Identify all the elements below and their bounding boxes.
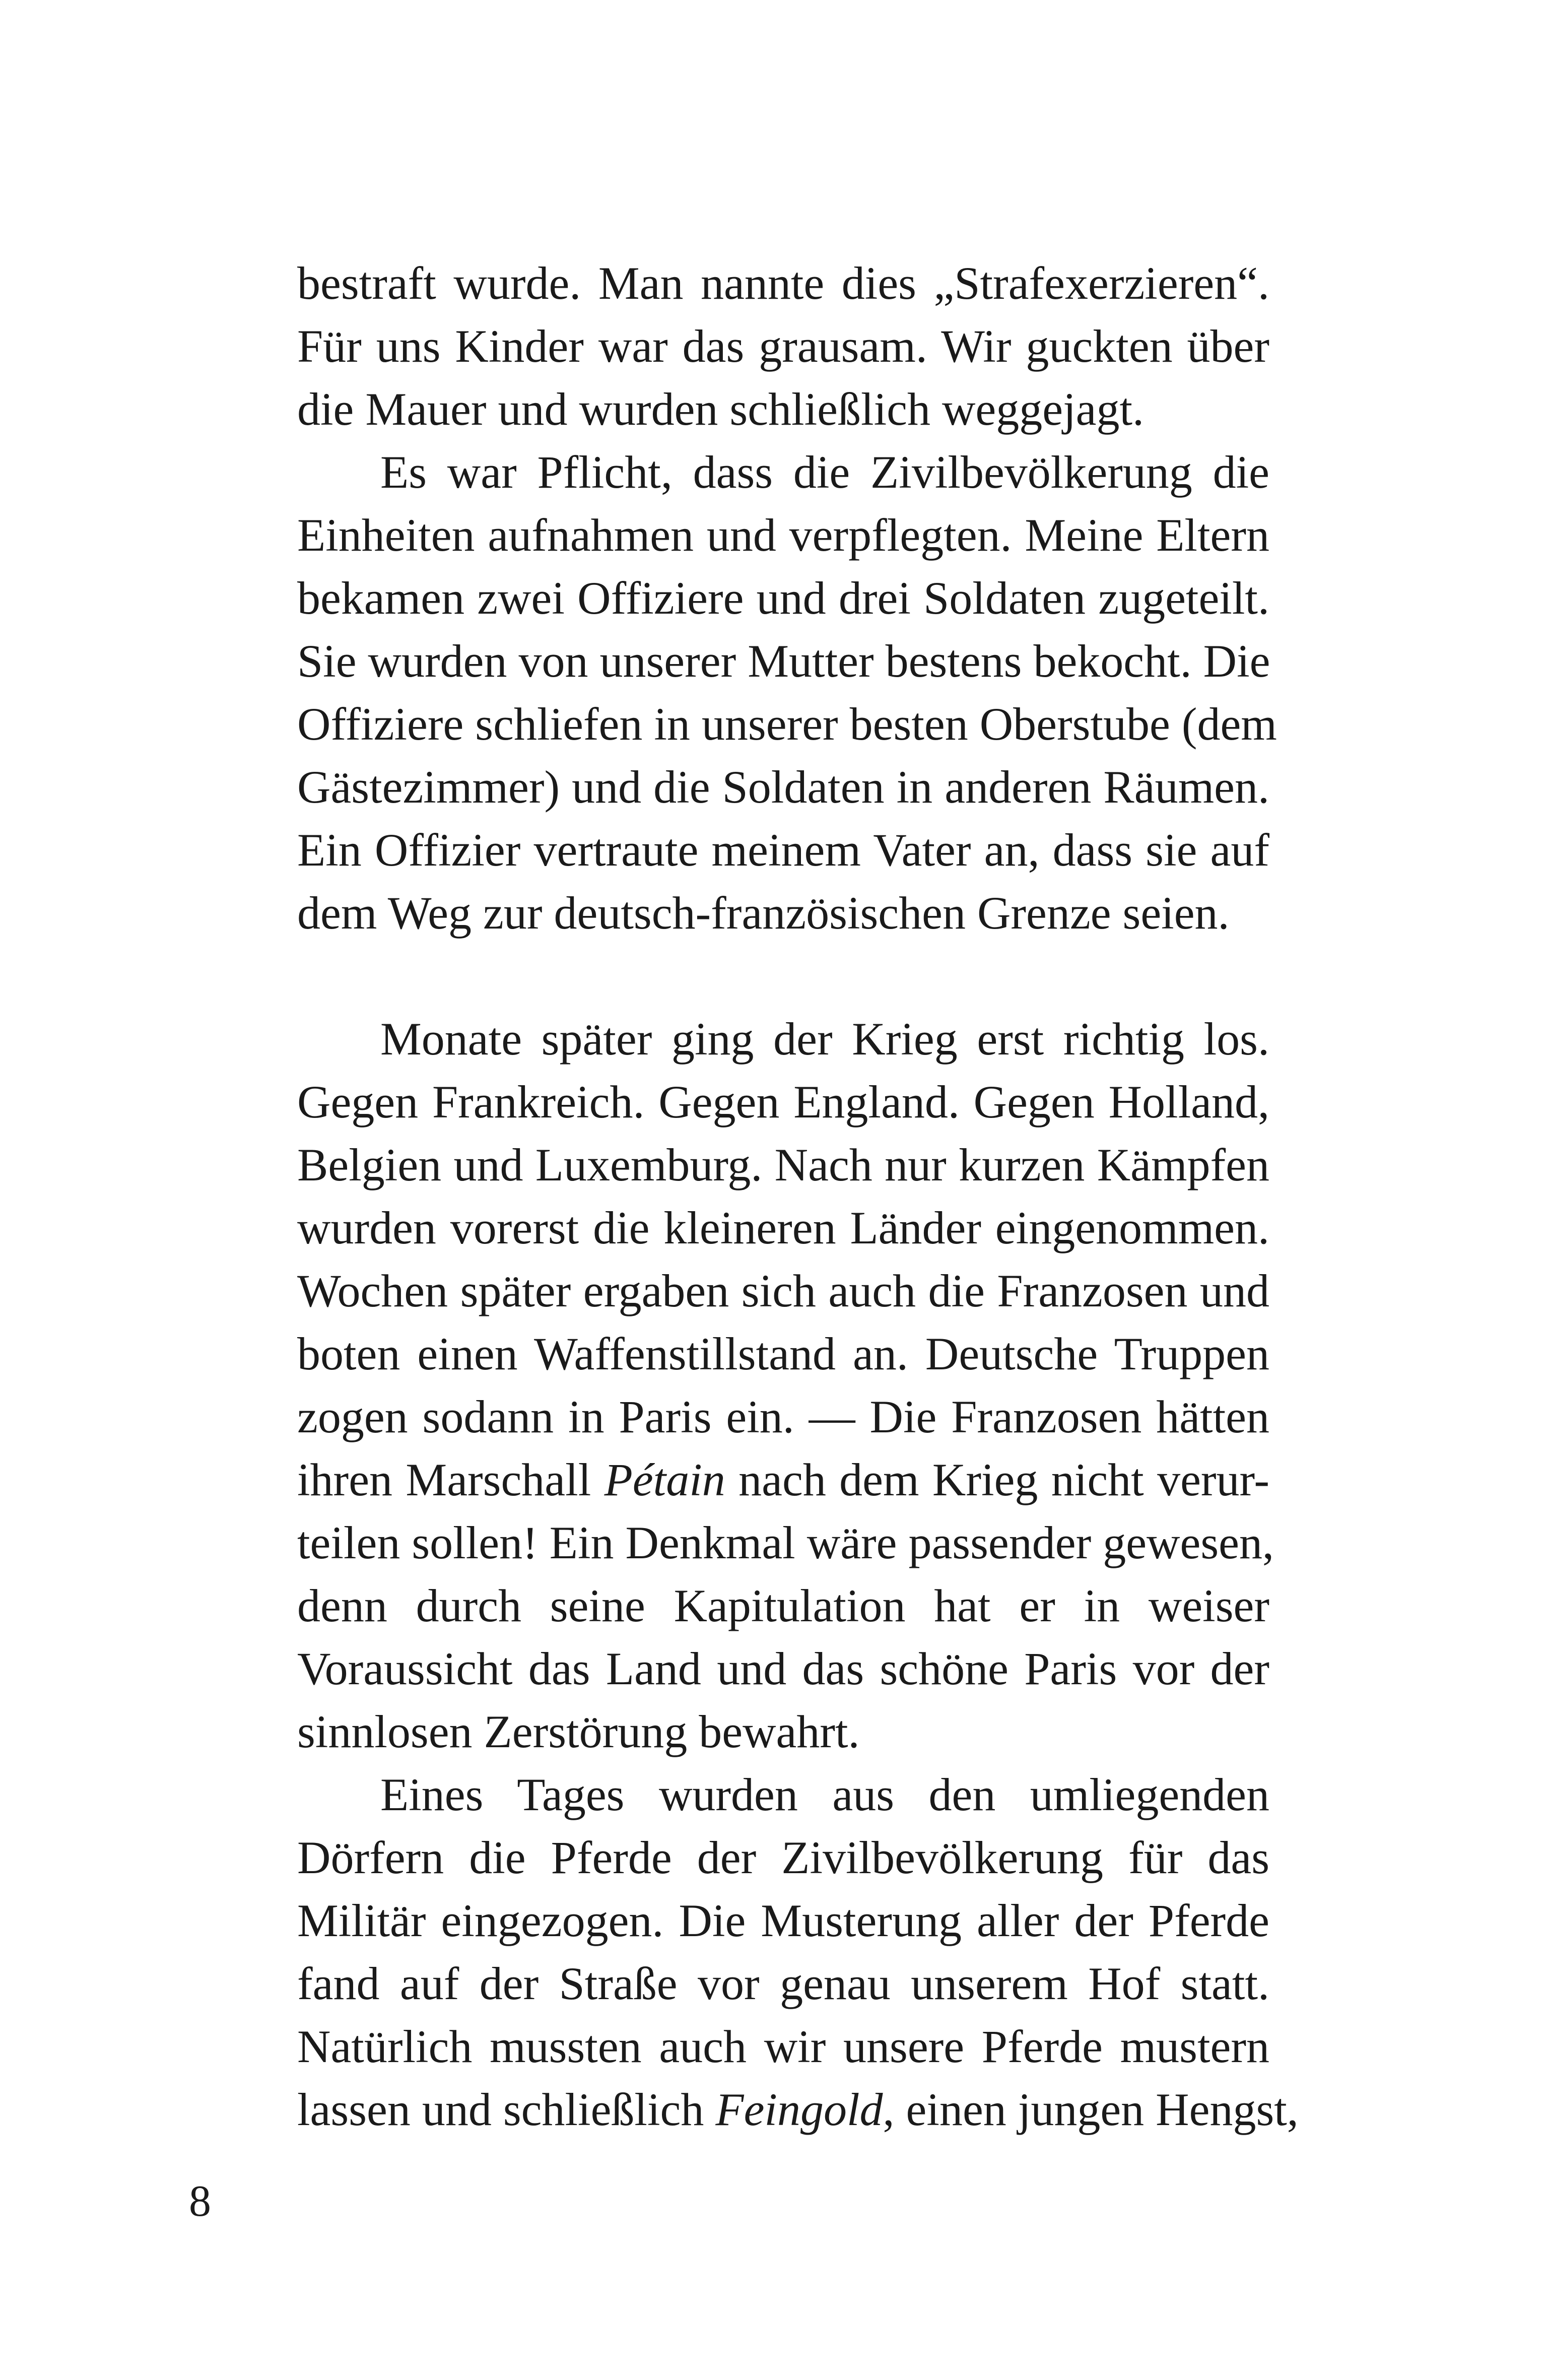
text-run: ihren Marschall [297,1454,604,1505]
text-line: Ein Offizier vertraute meinem Vater an, dass sie auf [297,824,1269,876]
text-line: bekamen zwei Offiziere und drei Soldaten zugeteilt. [297,572,1269,624]
text-line: Für uns Kinder war das grausam. Wir guckten über [297,320,1269,372]
text-line: fand auf der Straße vor genau unserem Hof statt. [297,1958,1269,2009]
section-gap [297,945,1269,1008]
text-line: teilen sollen! Ein Denkmal wäre passender gewesen, [297,1517,1274,1568]
body-text [297,252,1299,2141]
text-line: Offiziere schliefen in unserer besten Oberstube (dem [297,698,1277,750]
text-line: Einheiten aufnahmen und verpflegten. Meine Eltern [297,509,1269,561]
text-line: Gegen Frankreich. Gegen England. Gegen Holland, [297,1076,1269,1128]
text-run: , einen jungen Hengst, [883,2084,1299,2135]
text-line: boten einen Waffenstillstand an. Deutsche Truppen [297,1328,1269,1379]
text-line: Monate später ging der Krieg erst richtig los. [380,1013,1269,1065]
text-line: Militär eingezogen. Die Musterung aller der Pferde [297,1895,1269,1946]
text-line: Eines Tages wurden aus den umliegenden [380,1769,1269,1820]
text-line: sinnlosen Zerstörung bewahrt. [297,1706,860,1757]
text-line [297,1448,1269,1511]
text-line [297,2078,1299,2141]
page-number: 8 [189,2177,211,2226]
text-line: Voraussicht das Land und das schöne Paris vor der [297,1643,1269,1694]
text-run: lassen und schließlich [297,2084,716,2135]
text-line: Gästezimmer) und die Soldaten in anderen Räumen. [297,761,1269,813]
text-line: Belgien und Luxemburg. Nach nur kurzen Kämpfen [297,1139,1269,1191]
italic-name: Feingold [715,2084,883,2135]
text-line: Natürlich mussten auch wir unsere Pferde mustern [297,2021,1269,2072]
text-line: Wochen später ergaben sich auch die Franzosen und [297,1265,1269,1316]
text-line: wurden vorerst die kleineren Länder eingenommen. [297,1202,1269,1253]
text-run: nach dem Krieg nicht verur- [725,1454,1269,1505]
text-line: zogen sodann in Paris ein. — Die Franzosen hätten [297,1391,1269,1442]
text-line: bestraft wurde. Man nannte dies „Strafexerzieren“. [297,257,1269,309]
text-line: Sie wurden von unserer Mutter bestens bekocht. Die [297,635,1270,687]
text-line: dem Weg zur deutsch-französischen Grenze seien. [297,887,1230,939]
text-line: denn durch seine Kapitulation hat er in weiser [297,1580,1269,1631]
text-line: Dörfern die Pferde der Zivilbevölkerung für das [297,1832,1269,1883]
italic-name: Pétain [604,1454,725,1505]
text-line: Es war Pflicht, dass die Zivilbevölkerung die [380,446,1269,498]
text-line: die Mauer und wurden schließlich weggejagt. [297,383,1145,435]
